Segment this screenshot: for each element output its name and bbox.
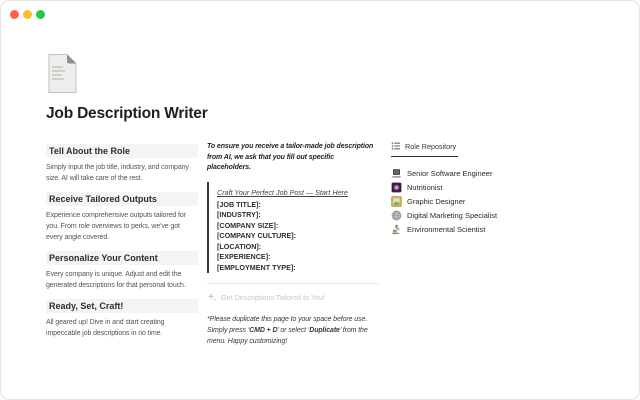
framed-picture-icon bbox=[391, 196, 402, 207]
step-body: Every company is unique. Adjust and edit the generated descriptions for that personal touch. bbox=[46, 271, 186, 289]
step-body: Experience comprehensive outputs tailored for you. From role overviews to perks, we've got every angle covered. bbox=[46, 212, 186, 241]
note-text: ’ or select ‘ bbox=[277, 327, 310, 334]
composer-column bbox=[207, 142, 379, 347]
craft-job-post-link[interactable]: Craft Your Perfect Job Post — Start Here bbox=[217, 187, 348, 197]
placeholder-line: [JOB TITLE]: bbox=[217, 199, 261, 209]
step-item bbox=[46, 299, 198, 339]
step-item bbox=[46, 144, 198, 184]
placeholder-line: [COMPANY SIZE]: bbox=[217, 220, 279, 230]
roles-list bbox=[391, 166, 529, 236]
list-view-icon bbox=[391, 141, 401, 151]
placeholder-line: [LOCATION]: bbox=[217, 241, 262, 251]
tab-label: Role Repository bbox=[405, 141, 457, 151]
document-page-icon[interactable] bbox=[47, 53, 78, 94]
placeholder-line: [EXPERIENCE]: bbox=[217, 252, 271, 261]
role-label: Nutritionist bbox=[407, 182, 443, 192]
step-item bbox=[46, 192, 198, 243]
get-descriptions-button[interactable] bbox=[207, 292, 379, 302]
role-link-digital-marketing-specialist[interactable] bbox=[391, 208, 529, 222]
minimize-button[interactable] bbox=[23, 10, 32, 19]
step-body: All geared up! Dive in and start creating impeccable job descriptions in no time. bbox=[46, 319, 165, 337]
steps-column bbox=[46, 144, 198, 347]
step-body: Simply input the job title, industry, and company size. AI will take care of the rest. bbox=[46, 164, 189, 182]
section-divider bbox=[207, 283, 379, 284]
close-button[interactable] bbox=[10, 10, 19, 19]
role-link-senior-software-engineer[interactable] bbox=[391, 166, 529, 180]
note-shortcut: CMD + D bbox=[249, 327, 278, 334]
zoom-button[interactable] bbox=[36, 10, 45, 19]
laptop-icon bbox=[391, 168, 402, 179]
step-heading: Tell About the Role bbox=[46, 144, 198, 158]
window-controls bbox=[10, 10, 45, 19]
step-item bbox=[46, 251, 198, 291]
microscope-icon bbox=[391, 224, 402, 235]
placeholder-line: [COMPANY CULTURE]: bbox=[217, 231, 297, 240]
get-descriptions-label: Get Descriptions Tailored to You! bbox=[221, 292, 326, 302]
note-text: ’ from the menu. Happy customizing! bbox=[207, 327, 368, 345]
prompt-quote-block bbox=[207, 182, 379, 274]
role-link-nutritionist[interactable] bbox=[391, 180, 529, 194]
role-repository-column bbox=[391, 138, 529, 236]
composer-intro: To ensure you receive a tailor-made job description from AI, we ask that you fill out specific placeholders. bbox=[207, 143, 374, 171]
globe-icon bbox=[391, 210, 402, 221]
role-label: Senior Software Engineer bbox=[407, 168, 493, 178]
step-heading: Personalize Your Content bbox=[46, 251, 198, 265]
placeholder-line: [EMPLOYMENT TYPE]: bbox=[217, 262, 296, 272]
tab-role-repository[interactable] bbox=[391, 141, 458, 157]
step-heading: Receive Tailored Outputs bbox=[46, 192, 198, 206]
sparkle-icon bbox=[207, 292, 217, 302]
role-label: Digital Marketing Specialist bbox=[407, 210, 498, 220]
note-text: *Please duplicate this page to your space before use. Simply press ‘ bbox=[207, 316, 368, 334]
fireworks-icon bbox=[391, 182, 402, 193]
placeholder-line: [INDUSTRY]: bbox=[217, 210, 261, 219]
page-title: Job Description Writer bbox=[46, 105, 208, 122]
role-link-graphic-designer[interactable] bbox=[391, 194, 529, 208]
step-heading: Ready, Set, Craft! bbox=[46, 299, 198, 313]
role-link-environmental-scientist[interactable] bbox=[391, 222, 529, 236]
duplicate-note bbox=[207, 314, 379, 347]
role-label: Graphic Designer bbox=[407, 196, 466, 206]
note-duplicate: Duplicate bbox=[309, 327, 340, 334]
role-label: Environmental Scientist bbox=[407, 224, 486, 234]
